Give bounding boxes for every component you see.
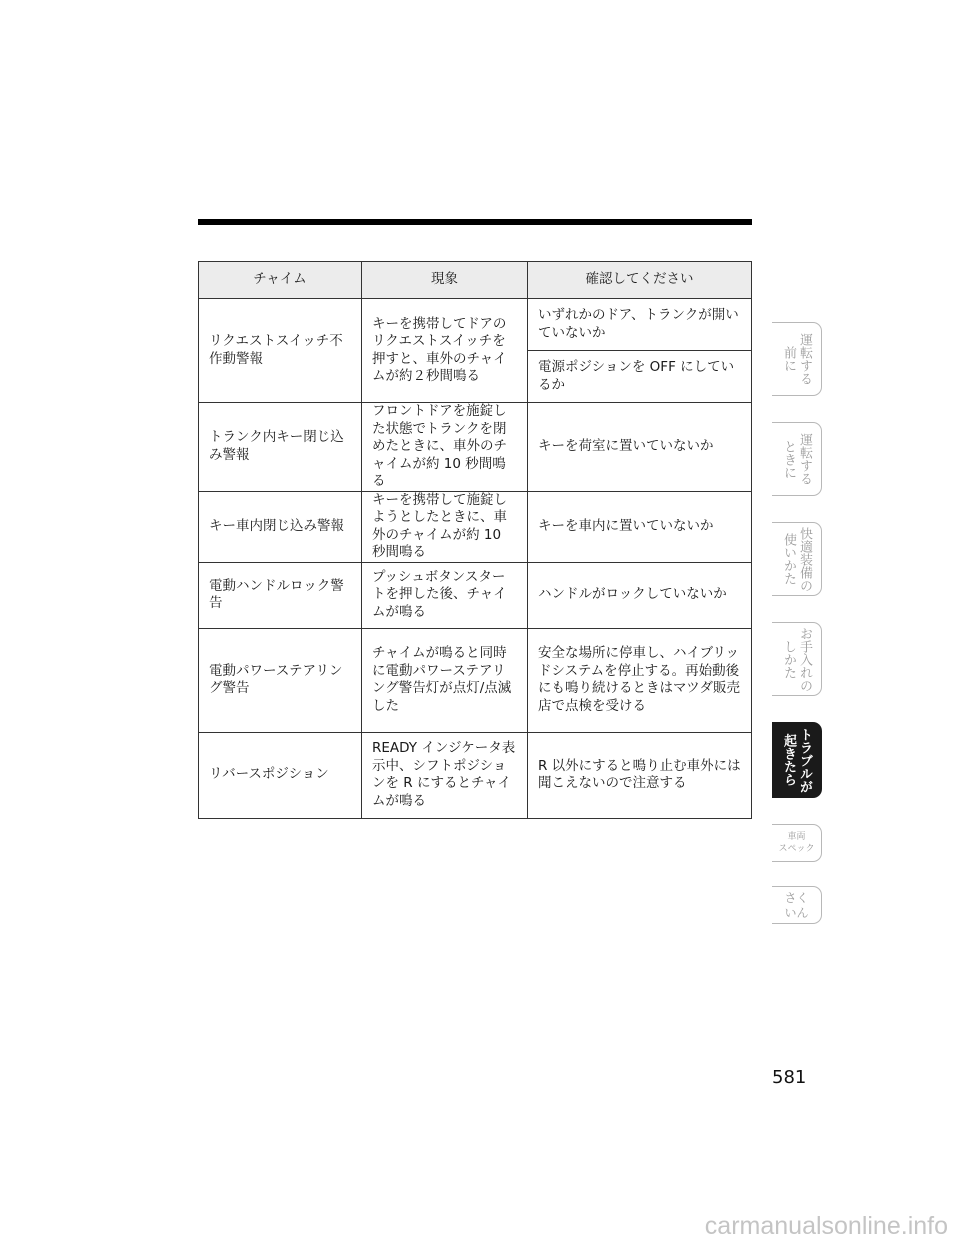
tab-index[interactable]: [772, 886, 822, 924]
tab-line: スペック: [778, 843, 815, 854]
header-rule: [198, 219, 752, 225]
tab-line: 運転する: [797, 333, 812, 385]
tab-line: 使いかた: [781, 533, 796, 585]
symptom-cell: フロントドアを施錠した状態でトランクを閉めたときに、車外のチャイムが約 10 秒間鳴る: [362, 403, 528, 492]
symptom-cell: チャイムが鳴ると同時に電動パワーステアリング警告灯が点灯/点滅した: [362, 628, 528, 732]
chime-cell: トランク内キー閉じ込み警報: [199, 403, 362, 492]
tab-troubleshooting[interactable]: [772, 722, 822, 798]
tab-line: ときに: [781, 439, 796, 479]
check-cell: 電源ポジションを OFF にしているか: [528, 351, 752, 403]
table-row: [199, 491, 752, 562]
chime-cell: リバースポジション: [199, 732, 362, 818]
table-row: [199, 732, 752, 818]
check-cell: キーを車内に置いていないか: [528, 491, 752, 562]
table-header-row: [199, 262, 752, 299]
chime-cell: リクエストスイッチ不作動警報: [199, 299, 362, 403]
watermark: carmanualsonline.info: [704, 1212, 948, 1240]
header-symptom: 現象: [362, 262, 528, 299]
tab-line: しかた: [781, 639, 796, 679]
table-row: [199, 403, 752, 492]
page-number: 581: [772, 1067, 807, 1088]
table-row: [199, 562, 752, 628]
tab-line: さく: [784, 890, 809, 905]
chime-table: [198, 261, 752, 819]
symptom-cell: プッシュボタンスタートを押した後、チャイムが鳴る: [362, 562, 528, 628]
header-chime: チャイム: [199, 262, 362, 299]
tab-line: トラブルが: [797, 727, 812, 793]
check-cell: いずれかのドア、トランクが開いていないか: [528, 299, 752, 351]
tab-line: 快適装備の: [797, 526, 812, 592]
check-cell: R 以外にすると鳴り止む車外には聞こえないので注意する: [528, 732, 752, 818]
tab-comfort-features[interactable]: [772, 522, 822, 596]
tab-vehicle-specs[interactable]: [772, 824, 822, 862]
table-row: [199, 299, 752, 351]
tab-while-driving[interactable]: [772, 422, 822, 496]
tab-line: 車両: [787, 831, 806, 842]
header-check: 確認してください: [528, 262, 752, 299]
check-cell: ハンドルがロックしていないか: [528, 562, 752, 628]
check-cell: 安全な場所に停車し、ハイブリッドシステムを停止する。再始動後にも鳴り続けるときはマツダ販売店で点検を受ける: [528, 628, 752, 732]
tab-before-driving[interactable]: [772, 322, 822, 396]
table-row: [199, 628, 752, 732]
chime-cell: 電動パワーステアリング警告: [199, 628, 362, 732]
tab-line: いん: [784, 905, 809, 920]
tab-line: 起きたら: [781, 734, 796, 786]
tab-line: お手入れの: [797, 626, 812, 692]
symptom-cell: キーを携帯して施錠しようとしたときに、車外のチャイムが約 10 秒間鳴る: [362, 491, 528, 562]
tab-line: 運転する: [797, 433, 812, 485]
chime-cell: キー車内閉じ込み警報: [199, 491, 362, 562]
symptom-cell: READY インジケータ表示中、シフトポジションを R にするとチャイムが鳴る: [362, 732, 528, 818]
check-cell: キーを荷室に置いていないか: [528, 403, 752, 492]
tab-line: 前に: [781, 346, 796, 372]
tab-maintenance[interactable]: [772, 622, 822, 696]
symptom-cell: キーを携帯してドアのリクエストスイッチを押すと、車外のチャイムが約２秒間鳴る: [362, 299, 528, 403]
chime-cell: 電動ハンドルロック警告: [199, 562, 362, 628]
